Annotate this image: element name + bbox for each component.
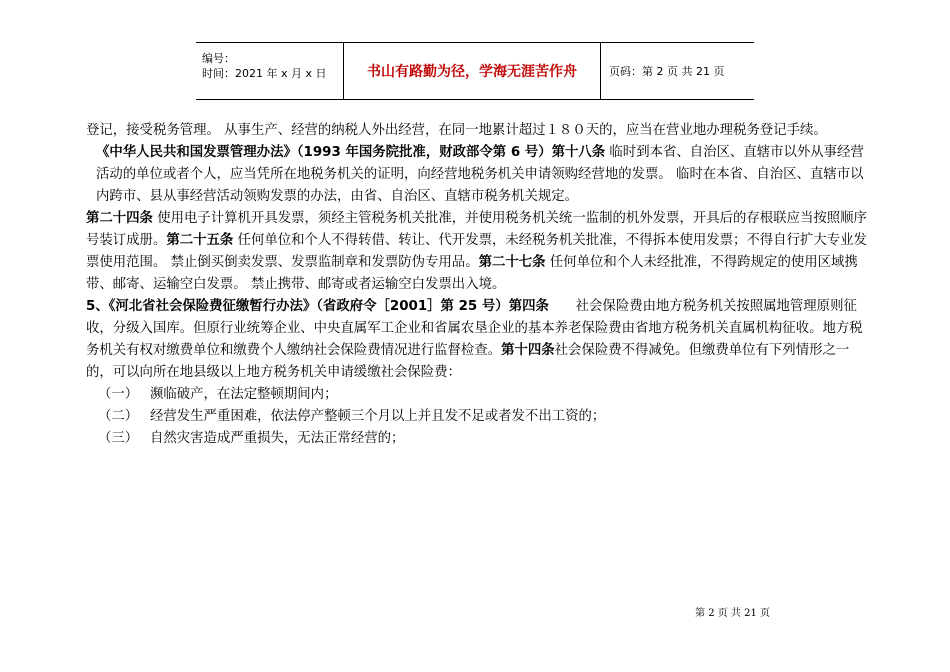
list-item — [86, 428, 876, 450]
article-14-text: 社会保险费不得减免。但缴费单位有下列情形之一的，可以向所在地县级以上地方税务机关申请缓缴社会保险费： — [86, 343, 850, 380]
paragraph-2 — [86, 142, 876, 208]
article-25: 第二十五条 — [166, 233, 234, 248]
paragraph-2-title: 《中华人民共和国发票管理办法》（1993 年国务院批准，财政部令第 6 号）第十八条 — [96, 145, 606, 160]
list-item-text: 濒临破产，在法定整顿期间内； — [150, 387, 338, 402]
article-27-text: 任何单位和个人未经批准，不得跨规定的使用区域携带、邮寄、运输空白发票。 禁止携带、邮寄或者运输空白发票出入境。 — [86, 255, 858, 292]
list-item — [86, 406, 876, 428]
document-body — [86, 120, 876, 450]
list-item-number: （三） — [98, 431, 139, 446]
code-label: 编号： — [202, 52, 235, 65]
page-header — [196, 42, 754, 100]
list-item — [86, 384, 876, 406]
header-motto: 书山有路勤为径，学海无涯苦作舟 — [344, 43, 601, 99]
list-item-text: 经营发生严重困难，依法停产整顿三个月以上并且发不足或者发不出工资的； — [150, 409, 606, 424]
paragraph-2-text: 临时到本省、自治区、直辖市以外从事经营活动的单位或者个人，应当凭所在地税务机关的证明，向经营地税务机关申请领购经营地的发票。 临时在本省、自治区、直辖市以内跨市、县从事经营活动领购发票的办法，由省、自治区、直辖市税务机关规定。 — [96, 145, 864, 204]
paragraph-4 — [86, 296, 876, 384]
list-item-number: （二） — [98, 409, 139, 424]
article-24: 第二十四条 — [86, 211, 153, 226]
paragraph-1: 登记，接受税务管理。 从事生产、经营的纳税人外出经营，在同一地累计超过１８０天的，应当在营业地办理税务登记手续。 — [86, 123, 827, 138]
article-14: 第十四条 — [501, 343, 555, 358]
article-27: 第二十七条 — [478, 255, 546, 270]
date-label: 时间：2021 年 x 月 x 日 — [202, 67, 327, 80]
header-meta — [196, 43, 344, 99]
page-footer: 第 2 页 共 21 页 — [695, 608, 770, 619]
list-item-number: （一） — [98, 387, 139, 402]
paragraph-3 — [86, 208, 876, 296]
paragraph-4-text: 社会保险费由地方税务机关按照属地管理原则征收，分级入国库。但原行业统筹企业、中央直属军工企业和省属农垦企业的基本养老保险费由省地方税务机关直属机构征收。地方税务机关有权对缴费单位和缴费个人缴纳社会保险费情况进行监督检查。 — [86, 299, 863, 358]
article-25-text: 任何单位和个人不得转借、转让、代开发票，未经税务机关批准，不得拆本使用发票；不得自行扩大专业发票使用范围。 禁止倒买倒卖发票、发票监制章和发票防伪专用品。 — [86, 233, 867, 270]
article-24-text: 使用电子计算机开具发票，须经主管税务机关批准，并使用税务机关统一监制的机外发票，开具后的存根联应当按照顺序号装订成册。 — [86, 211, 867, 248]
list-item-text: 自然灾害造成严重损失，无法正常经营的； — [150, 431, 405, 446]
paragraph-4-title: 5、《河北省社会保险费征缴暂行办法》（省政府令［2001］第 25 号）第四条 — [86, 299, 549, 314]
header-page-number: 页码：第 2 页 共 21 页 — [609, 65, 725, 78]
